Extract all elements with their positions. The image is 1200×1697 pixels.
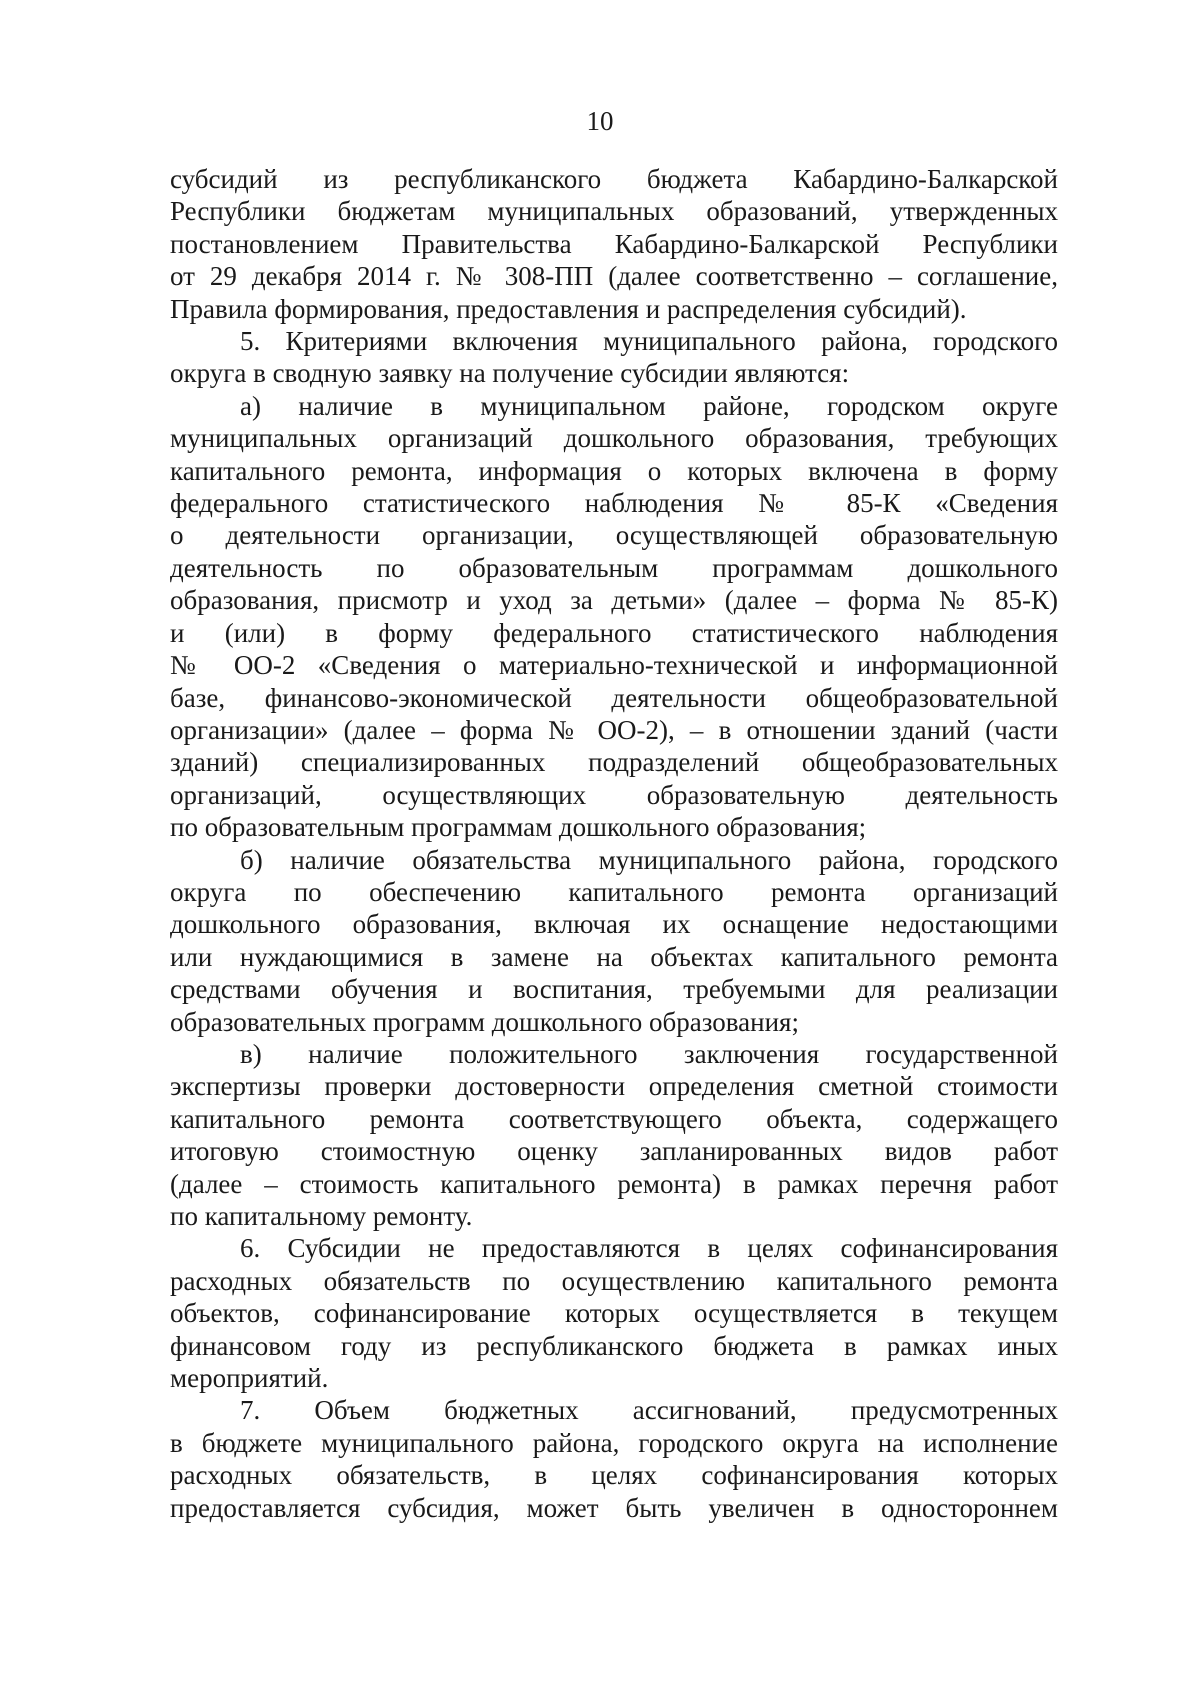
paragraph-item-6 [170,1232,1058,1394]
text-line: (далее – стоимость капитального ремонта) в рамках перечня работ [170,1168,1058,1199]
text-line: организации» (далее – форма № ОО-2), – в отношении зданий (части [170,714,1058,745]
text-line: капитального ремонта, информация о которых включена в форму [170,455,1058,486]
text-line: дошкольного образования, включая их оснащение недостающими [170,909,1058,940]
text-line: в) наличие положительного заключения государственной [240,1038,1058,1069]
text-line: расходных обязательств по осуществлению капитального ремонта [170,1265,1058,1296]
text-line: финансовом году из республиканского бюджета в рамках иных [170,1330,1058,1361]
text-line: 7. Объем бюджетных ассигнований, предусмотренных [240,1395,1058,1426]
paragraph-item-5 [170,325,1058,390]
text-line: и (или) в форму федерального статистического наблюдения [170,617,1058,648]
text-line: мероприятий. [170,1363,329,1394]
text-line: Республики бюджетам муниципальных образований, утвержденных [170,196,1058,227]
text-line: расходных обязательств, в целях софинансирования которых [170,1460,1058,1491]
text-line: деятельность по образовательным программам дошкольного [170,552,1058,583]
text-line: зданий) специализированных подразделений общеобразовательных [170,747,1058,778]
text-line: округа в сводную заявку на получение субсидии являются: [170,358,850,389]
text-line: Правила формирования, предоставления и распределения субсидий). [170,293,967,324]
text-line: а) наличие в муниципальном районе, городском округе [240,390,1058,421]
text-line: образования, присмотр и уход за детьми» (далее – форма № 85-К) [170,585,1058,616]
text-line: субсидий из республиканского бюджета Кабардино-Балкарской [170,164,1058,194]
page-number: 10 [586,106,614,136]
text-line: округа по обеспечению капитального ремонта организаций [170,876,1058,907]
text-line: № ОО-2 «Сведения о материально-технической и информационной [170,650,1058,681]
text-line: базе, финансово-экономической деятельности общеобразовательной [170,682,1058,713]
text-line: 5. Критериями включения муниципального района, городского [240,326,1058,357]
text-line: капитального ремонта соответствующего объекта, содержащего [170,1103,1058,1134]
text-line: или нуждающимися в замене на объектах капитального ремонта [170,941,1058,972]
text-line: предоставляется субсидия, может быть увеличен в одностороннем [170,1492,1058,1523]
document-body [170,163,1058,1524]
text-line: от 29 декабря 2014 г. № 308-ПП (далее соответственно – соглашение, [170,261,1058,292]
text-line: по образовательным программам дошкольного образования; [170,812,867,843]
text-line: б) наличие обязательства муниципального района, городского [240,844,1058,875]
text-line: итоговую стоимостную оценку запланированных видов работ [170,1136,1058,1167]
paragraph-item-7 [170,1394,1058,1524]
paragraph-intro-continuation [170,163,1058,325]
text-line: 6. Субсидии не предоставляются в целях софинансирования [240,1233,1058,1264]
text-line: средствами обучения и воспитания, требуемыми для реализации [170,974,1058,1005]
text-line: экспертизы проверки достоверности определения сметной стоимости [170,1071,1058,1102]
text-line: образовательных программ дошкольного образования; [170,1006,799,1037]
paragraph-item-5b [170,844,1058,1038]
paragraph-item-5v [170,1038,1058,1232]
text-line: о деятельности организации, осуществляющей образовательную [170,520,1058,551]
text-line: по капитальному ремонту. [170,1201,473,1231]
paragraph-item-5a [170,390,1058,844]
text-line: объектов, софинансирование которых осуществляется в текущем [170,1298,1058,1329]
text-line: муниципальных организаций дошкольного образования, требующих [170,423,1058,454]
text-line: федерального статистического наблюдения № 85-К «Сведения [170,488,1058,519]
text-line: организаций, осуществляющих образовательную деятельность [170,779,1058,810]
text-line: в бюджете муниципального района, городского округа на исполнение [170,1427,1058,1458]
text-line: постановлением Правительства Кабардино-Балкарской Республики [170,228,1058,259]
